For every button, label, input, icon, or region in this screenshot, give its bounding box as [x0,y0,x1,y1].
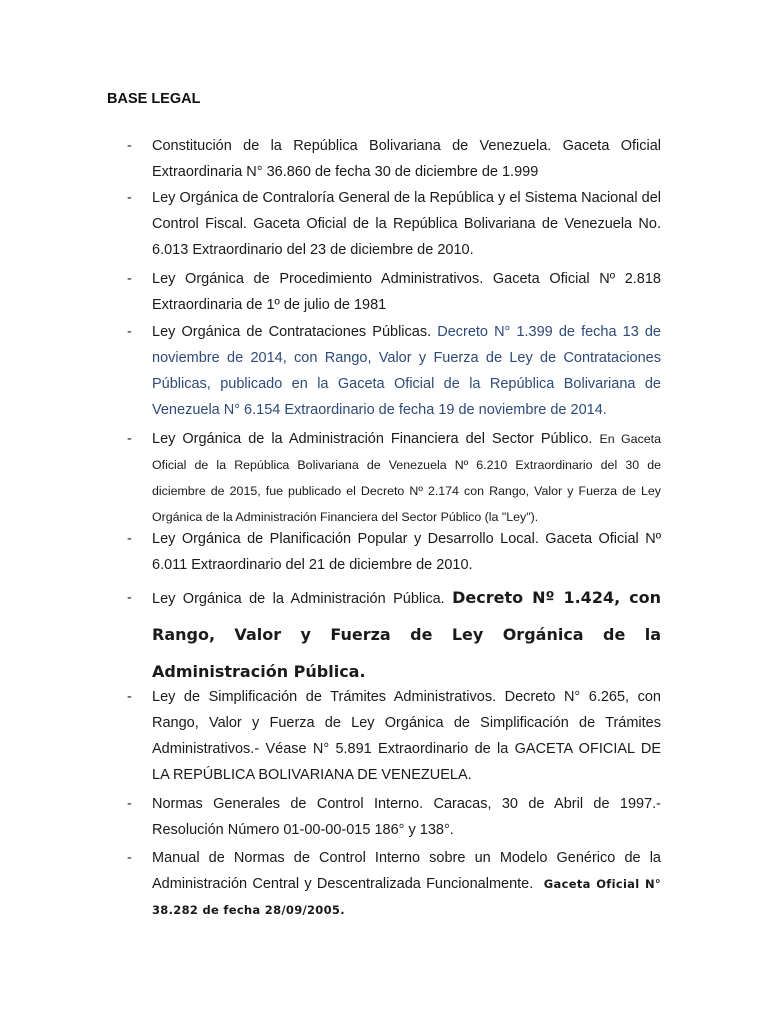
list-item [127,791,661,843]
list-item-paragraph [152,580,661,691]
list-item-text: Ley Orgánica de Procedimiento Administrativos. Gaceta Oficial Nº 2.818 Extraordinaria de 1º de julio de 1981 [152,271,661,313]
gazette-reference-bold: Gaceta Oficial N° 38.282 de fecha 28/09/2005. [152,877,661,917]
list-dash: - [127,689,132,705]
list-dash: - [127,190,132,206]
list-dash: - [127,138,132,154]
list-item [127,133,661,185]
list-dash: - [127,796,132,812]
list-item [127,580,661,691]
list-item-paragraph [152,319,661,423]
list-dash: - [127,271,132,287]
list-item-text: Normas Generales de Control Interno. Caracas, 30 de Abril de 1997.- Resolución Número 01-00-00-015 186° y 138°. [152,796,661,838]
list-dash: - [127,431,132,447]
decree-reference: Decreto N° 1.399 de fecha 13 de noviembre de 2014, con Rango, Valor y Fuerza de Ley de Contrataciones Públicas, publicado en la Gaceta Oficial de la República Bolivariana de Venezuela N° 6.154 Extraordinario de fecha 19 de noviembre de 2014. [152,324,661,418]
list-dash: - [127,324,132,340]
page-heading: BASE LEGAL [107,91,201,107]
list-item [127,185,661,263]
list-item [127,266,661,318]
list-item-text: Manual de Normas de Control Interno sobre un Modelo Genérico de la Administración Central y Descentralizada Funcionalmente. [152,850,661,892]
gazette-note: En Gaceta Oficial de la República Bolivariana de Venezuela Nº 6.210 Extraordinario del 30 de diciembre de 2015, fue publicado el Decreto Nº 2.174 con Rango, Valor y Fuerza de Ley Orgánica de la Administración Financiera del Sector Público (la "Ley"). [152,432,661,524]
list-item [127,526,661,578]
list-item-paragraph [152,426,661,530]
list-dash: - [127,850,132,866]
list-item [127,319,661,423]
list-dash: - [127,590,132,606]
list-item-text: Ley Orgánica de Contrataciones Públicas. [152,324,432,340]
list-item-paragraph [152,845,661,923]
list-item [127,845,661,923]
list-item-text: Constitución de la República Bolivariana de Venezuela. Gaceta Oficial Extraordinaria N° 36.860 de fecha 30 de diciembre de 1.999 [152,138,661,180]
list-item [127,684,661,788]
list-item [127,426,661,530]
list-dash: - [127,531,132,547]
list-item-text: Ley Orgánica de la Administración Pública. [152,591,445,607]
list-item-text: Ley Orgánica de Contraloría General de la República y el Sistema Nacional del Control Fiscal. Gaceta Oficial de la República Bolivariana de Venezuela No. 6.013 Extraordinario del 23 de diciembre de 2010. [152,190,661,258]
decree-reference-bold: Decreto Nº 1.424, con Rango, Valor y Fuerza de Ley Orgánica de la Administración Pública. [152,588,661,681]
list-item-text: Ley de Simplificación de Trámites Administrativos. Decreto N° 6.265, con Rango, Valor y Fuerza de Ley Orgánica de Simplificación de Trámites Administrativos.- Véase N° 5.891 Extraordinario de la GACETA OFICIAL DE LA REPÚBLICA BOLIVARIANA DE VENEZUELA. [152,689,661,783]
list-item-text: Ley Orgánica de la Administración Financiera del Sector Público. [152,431,593,447]
list-item-text: Ley Orgánica de Planificación Popular y Desarrollo Local. Gaceta Oficial Nº 6.011 Extraordinario del 21 de diciembre de 2010. [152,531,661,573]
